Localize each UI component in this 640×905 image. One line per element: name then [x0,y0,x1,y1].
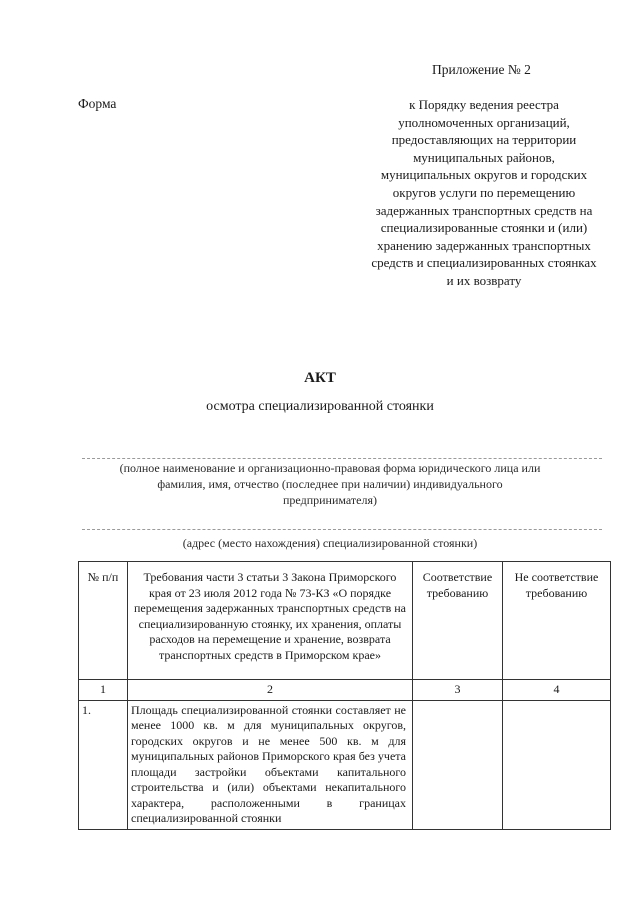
column-number: 4 [503,680,611,701]
column-number: 3 [413,680,503,701]
org-name-caption: (полное наименование и организационно-правовая форма юридического лица или фамилия, имя, отчество (последнее при наличии) индивидуального предпринимателя) [119,461,541,507]
appendix-description: к Порядку ведения реестра уполномоченных организаций, предоставляющих на территории муниципальных районов, муниципальных округов и городских округов услуги по перемещению задержанных транспортных средств на специализированные стоянки и (или) хранению задержанных транспортных средств и специализированных стоянках и их возврату [371,97,597,288]
address-caption: (адрес (место нахождения) специализированной стоянки) [182,536,478,550]
header-non-compliant: Не соответствие требованию [503,562,611,680]
form-label: Форма [78,96,117,111]
table-header-row [79,562,611,680]
act-title: АКТ [304,370,336,386]
requirement-text: Площадь специализированной стоянки составляет не менее 1000 кв. м для муниципальных округов, городских округов и не менее 500 кв. м для муниципальных районов Приморского края без учета площади застройки объектами капитального строительства и (или) объектами некапитального характера, расположенными в границах специализированной стоянки [128,700,413,829]
column-number-row [79,680,611,701]
header-number: № п/п [79,562,128,680]
act-subtitle: осмотра специализированной стоянки [206,399,434,414]
column-number: 2 [128,680,413,701]
compliant-cell[interactable] [413,700,503,829]
table-row [79,700,611,829]
requirements-table [78,561,611,830]
column-number: 1 [79,680,128,701]
header-requirement: Требования части 3 статьи 3 Закона Приморского края от 23 июля 2012 года № 73-КЗ «О порядке перемещения задержанных транспортных средств на специализированную стоянку, их хранения, оплаты расходов на перемещение и хранение, возврата транспортных средств в Приморском крае» [128,562,413,680]
header-compliant: Соответствие требованию [413,562,503,680]
non-compliant-cell[interactable] [503,700,611,829]
org-name-blank-line [82,458,602,459]
row-number: 1. [79,700,128,829]
address-blank-line [82,529,602,530]
appendix-label: Приложение № 2 [432,62,531,77]
